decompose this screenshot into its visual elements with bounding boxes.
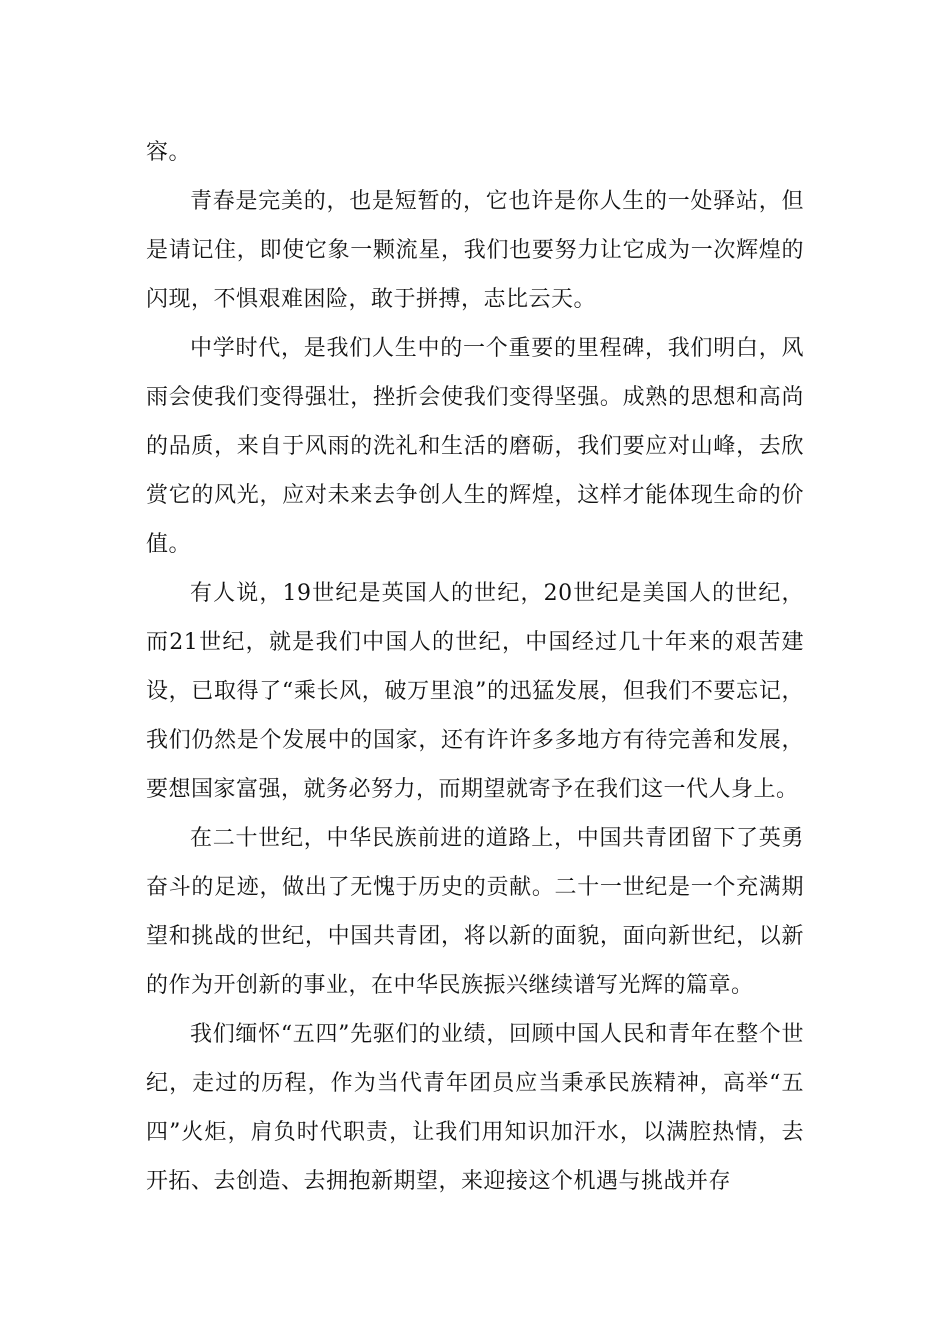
body-text bbox=[146, 128, 804, 1206]
paragraph-youth-league: 在二十世纪，中华民族前进的道路上，中国共青团留下了英勇奋斗的足迹，做出了无愧于历史的贡献。二十一世纪是一个充满期望和挑战的世纪，中国共青团，将以新的面貌，面向新世纪，以新的作为开创新的事业，在中华民族振兴继续谱写光辉的篇章。 bbox=[146, 826, 804, 998]
paragraph-continuation: 容。 bbox=[146, 140, 192, 165]
paragraph-century: 有人说，19世纪是英国人的世纪，20世纪是美国人的世纪，而21世纪，就是我们中国人的世纪，中国经过几十年来的艰苦建设，已取得了“乘长风，破万里浪”的迅猛发展，但我们不要忘记，我们仍然是个发展中的国家，还有许许多多地方有待完善和发展，要想国家富强，就务必努力，而期望就寄予在我们这一代人身上。 bbox=[146, 581, 804, 802]
paragraph-youth: 青春是完美的，也是短暂的，它也许是你人生的一处驿站，但是请记住，即使它象一颗流星，我们也要努力让它成为一次辉煌的闪现，不惧艰难困险，敢于拼搏，志比云天。 bbox=[146, 189, 804, 312]
paragraph-may-fourth: 我们缅怀“五四”先驱们的业绩，回顾中国人民和青年在整个世纪，走过的历程，作为当代青年团员应当秉承民族精神，高举“五四”火炬，肩负时代职责，让我们用知识加汗水，以满腔热情，去开拓、去创造、去拥抱新期望，来迎接这个机遇与挑战并存 bbox=[146, 1022, 804, 1194]
paragraph-middle-school: 中学时代，是我们人生中的一个重要的里程碑，我们明白，风雨会使我们变得强壮，挫折会使我们变得坚强。成熟的思想和高尚的品质，来自于风雨的洗礼和生活的磨砺，我们要应对山峰，去欣赏它的风光，应对未来去争创人生的辉煌，这样才能体现生命的价值。 bbox=[146, 336, 804, 557]
